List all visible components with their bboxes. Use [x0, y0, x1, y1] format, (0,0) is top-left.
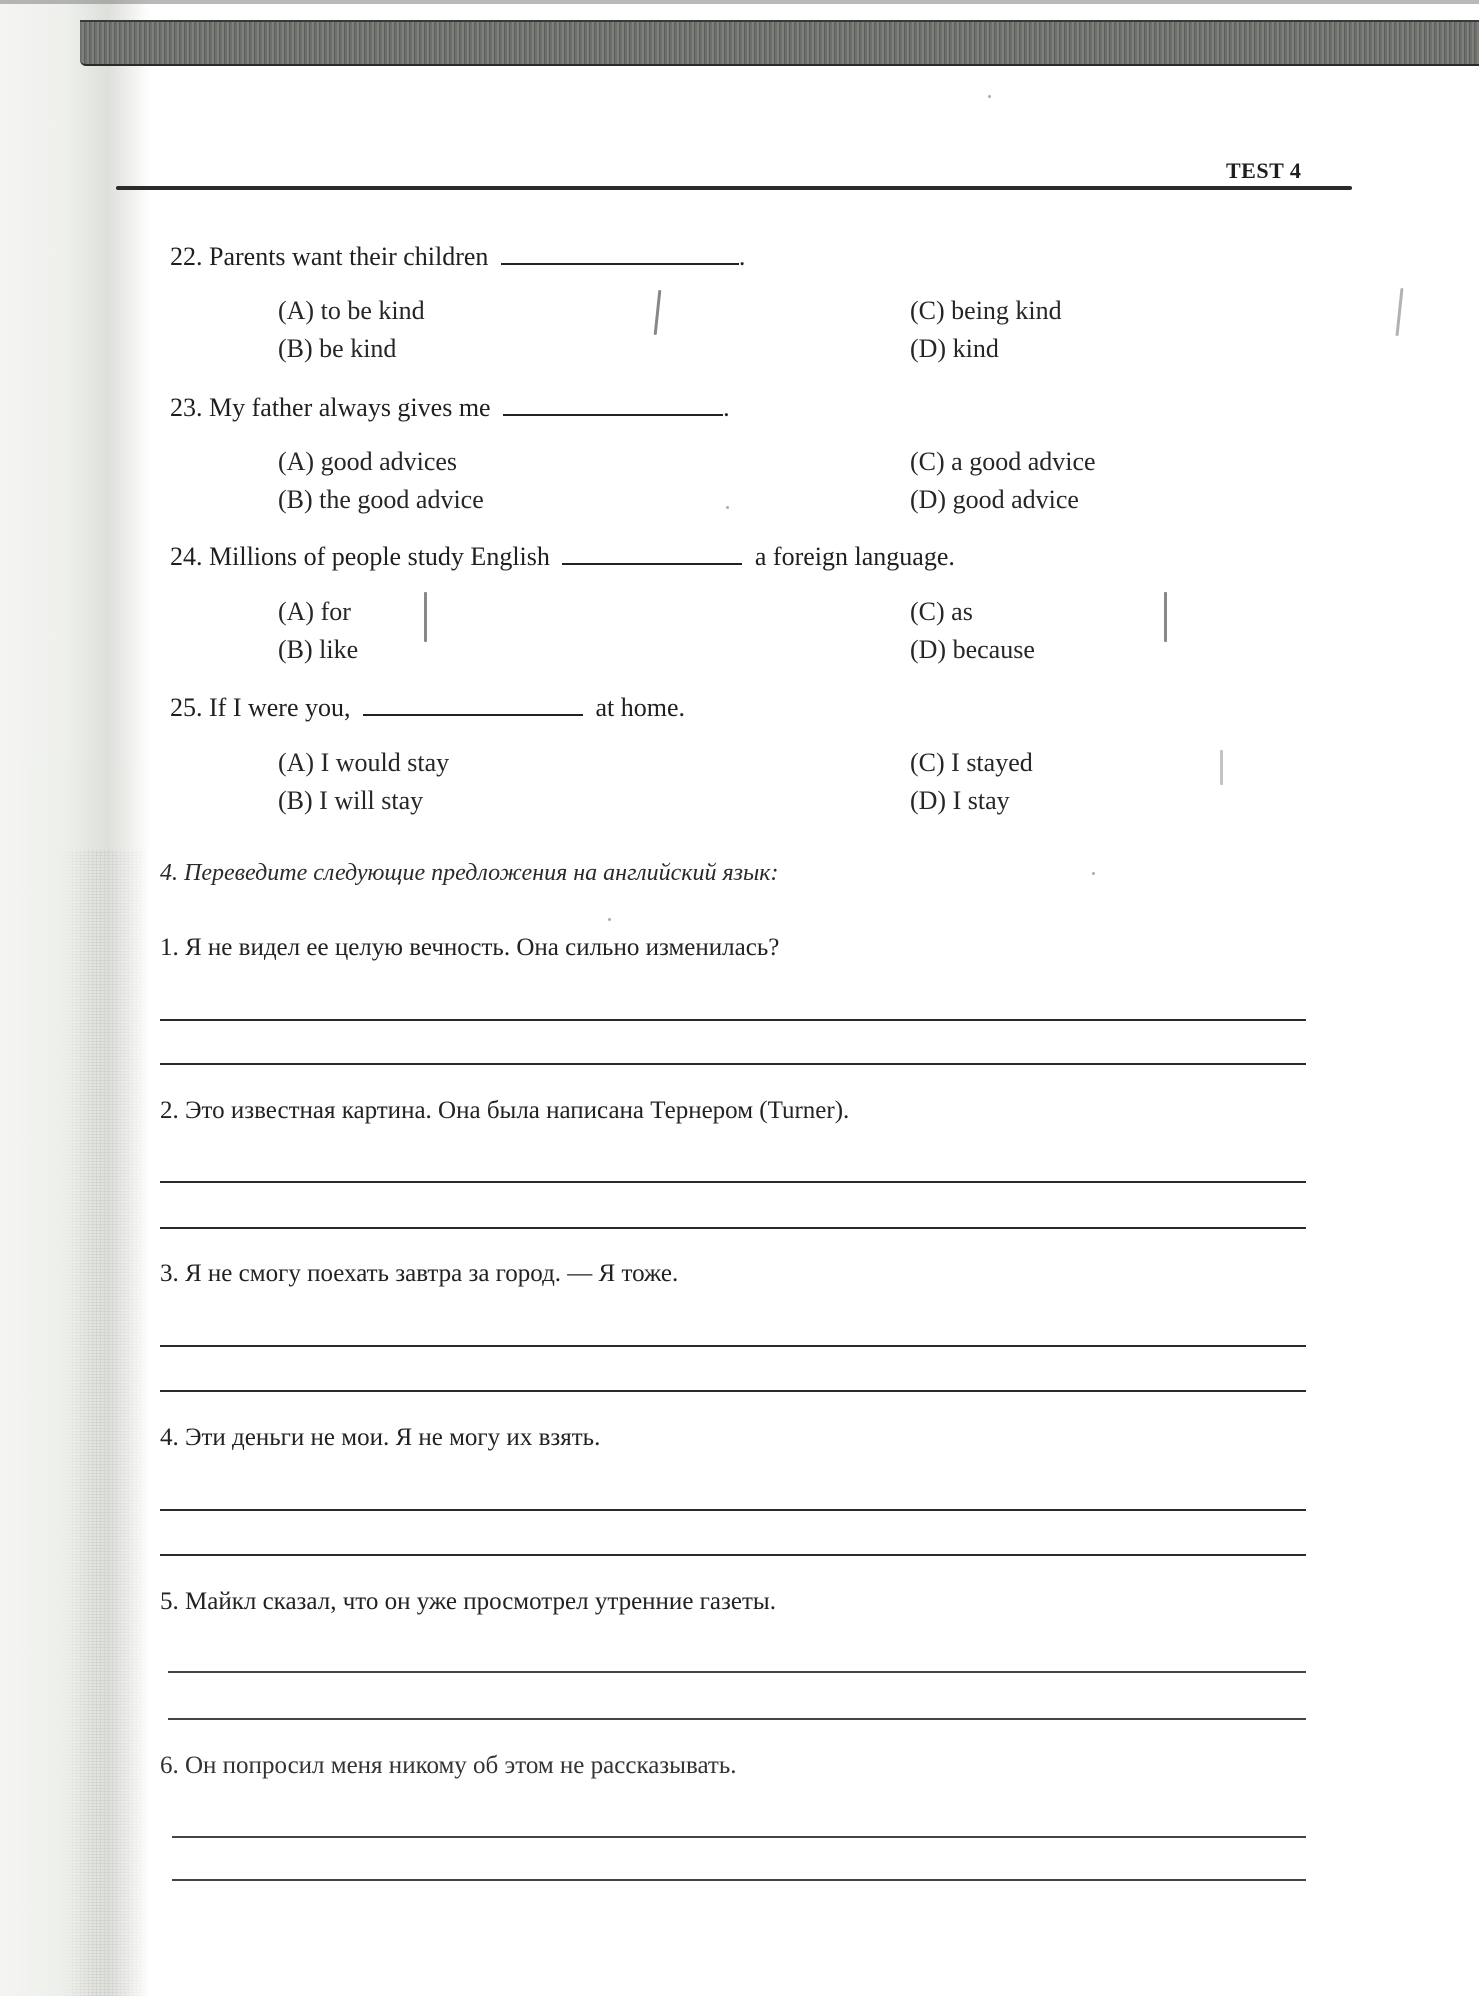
option-b[interactable]: (B) like — [278, 635, 359, 664]
question-text-end: . — [723, 393, 730, 422]
question-text: If I were you, — [209, 693, 351, 722]
answer-blank[interactable] — [501, 262, 739, 265]
option-d[interactable]: (D) I stay — [910, 786, 1010, 815]
question-text-end: . — [738, 242, 746, 271]
question-text-end: at home. — [595, 693, 686, 722]
header-rule — [116, 186, 1352, 190]
question-24 — [170, 542, 955, 572]
question-23 — [170, 393, 730, 423]
option-a[interactable]: (A) to be kind — [278, 296, 425, 325]
option-d[interactable]: (D) good advice — [910, 485, 1079, 514]
answer-line[interactable] — [172, 1836, 1306, 1838]
translation-sentence-3: 3. Я не смогу поехать завтра за город. — Я тоже. — [160, 1260, 679, 1287]
translation-sentence-2: 2. Это известная картина. Она была написана Тернером (Turner). — [160, 1097, 850, 1124]
question-number: 25. — [170, 693, 203, 722]
answer-line[interactable] — [168, 1718, 1306, 1720]
question-number: 24. — [170, 542, 203, 571]
answer-blank[interactable] — [562, 562, 742, 565]
answer-line[interactable] — [160, 1019, 1306, 1021]
question-text: Parents want their children — [209, 242, 489, 271]
option-a[interactable]: (A) I would stay — [278, 748, 450, 777]
question-text: Millions of people study English — [209, 542, 550, 571]
option-b[interactable]: (B) the good advice — [278, 485, 484, 514]
answer-line[interactable] — [160, 1554, 1306, 1556]
option-a[interactable]: (A) for — [278, 597, 351, 626]
scan-shadow — [0, 0, 150, 1996]
option-b[interactable]: (B) I will stay — [278, 786, 424, 815]
option-c[interactable]: (C) a good advice — [910, 447, 1096, 476]
page-top-band — [80, 20, 1479, 66]
pencil-mark — [1395, 288, 1403, 336]
pencil-mark — [1164, 592, 1167, 642]
answer-blank[interactable] — [363, 713, 583, 716]
scan-speck — [988, 95, 991, 98]
answer-line[interactable] — [160, 1509, 1306, 1511]
option-d[interactable]: (D) kind — [910, 334, 999, 363]
translation-sentence-4: 4. Эти деньги не мои. Я не могу их взять. — [160, 1424, 601, 1451]
translation-sentence-6: 6. Он попросил меня никому об этом не рассказывать. — [160, 1752, 737, 1779]
question-number: 22. — [170, 242, 203, 271]
option-a[interactable]: (A) good advices — [278, 447, 458, 476]
option-c[interactable]: (C) I stayed — [910, 748, 1033, 777]
pencil-mark — [654, 290, 662, 335]
question-25 — [170, 693, 685, 723]
scan-top-edge — [0, 0, 1479, 4]
translation-sentence-5: 5. Майкл сказал, что он уже просмотрел утренние газеты. — [160, 1588, 776, 1615]
question-number: 23. — [170, 393, 203, 422]
pencil-mark — [424, 592, 427, 642]
answer-line[interactable] — [160, 1181, 1306, 1183]
option-b[interactable]: (B) be kind — [278, 334, 397, 363]
scan-speck — [726, 506, 729, 509]
question-text-end: a foreign language. — [754, 542, 955, 571]
translation-sentence-1: 1. Я не видел ее целую вечность. Она сильно изменилась? — [160, 934, 780, 961]
answer-line[interactable] — [160, 1227, 1306, 1229]
option-c[interactable]: (C) being kind — [910, 296, 1062, 325]
answer-blank[interactable] — [503, 413, 723, 416]
answer-line[interactable] — [160, 1390, 1306, 1392]
answer-line[interactable] — [160, 1063, 1306, 1065]
answer-line[interactable] — [172, 1879, 1306, 1881]
option-d[interactable]: (D) because — [910, 635, 1035, 664]
question-text: My father always gives me — [209, 393, 491, 422]
answer-line[interactable] — [160, 1345, 1306, 1347]
answer-line[interactable] — [168, 1671, 1306, 1673]
option-c[interactable]: (C) as — [910, 597, 973, 626]
scan-speck — [608, 918, 611, 921]
question-22 — [170, 242, 745, 272]
section-instruction: 4. Переведите следующие предложения на английский язык: — [160, 860, 779, 886]
pencil-mark — [1220, 750, 1223, 785]
test-label: TEST 4 — [1226, 158, 1302, 183]
scan-speck — [1092, 872, 1095, 875]
